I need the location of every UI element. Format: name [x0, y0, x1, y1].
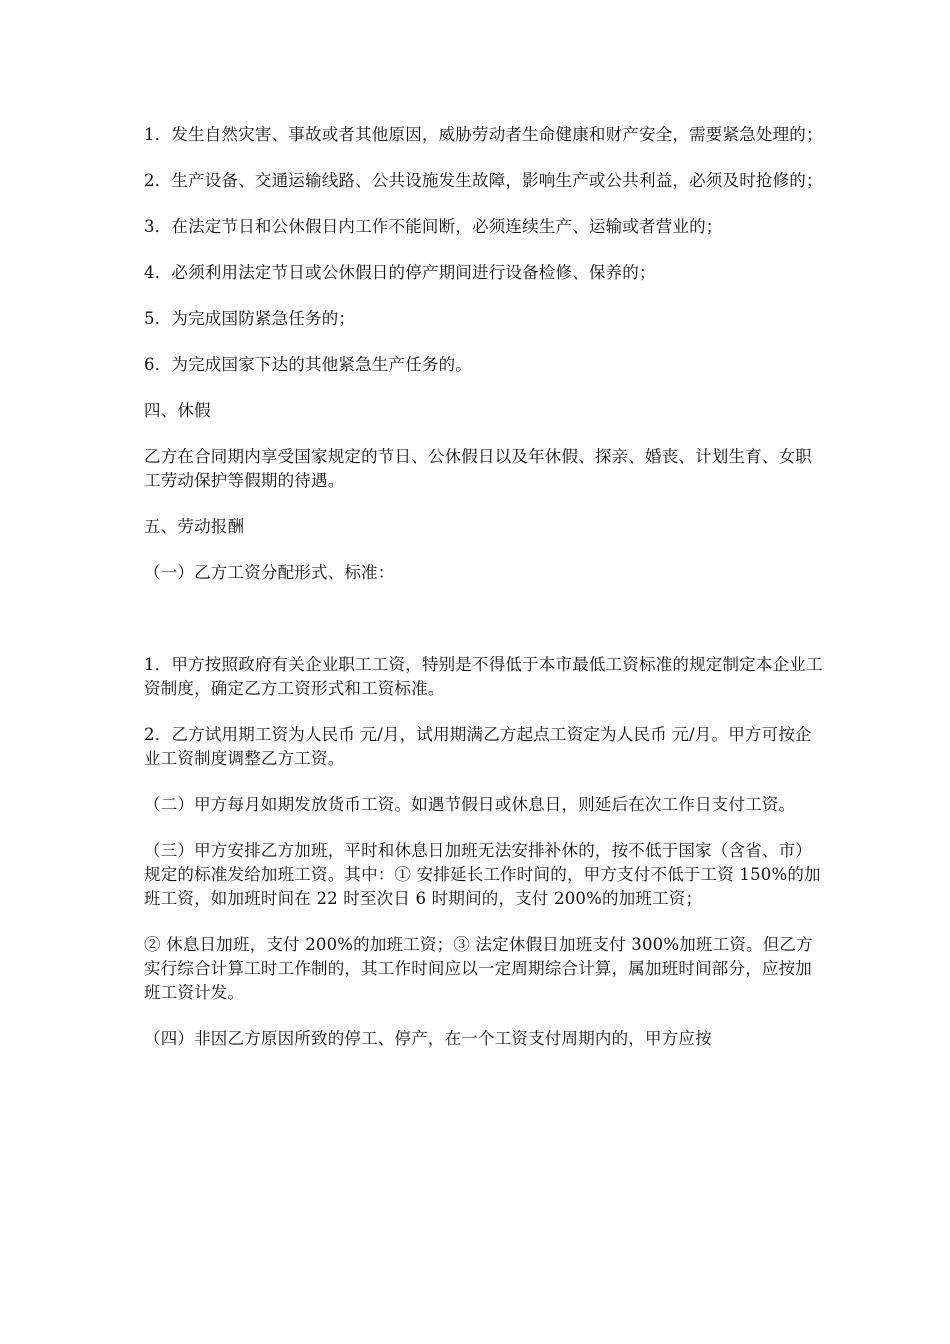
- paragraph-monthly-payment: （二）甲方每月如期发放货币工资。如遇节假日或休息日，则延后在次工作日支付工资。: [144, 795, 796, 814]
- paragraph-overtime-condition-4: 4．必须利用法定节日或公休假日的停产期间进行设备检修、保养的；: [144, 263, 656, 282]
- document-body: [144, 123, 824, 1073]
- paragraph-overtime-condition-3: 3．在法定节日和公休假日内工作不能间断，必须连续生产、运输或者营业的；: [144, 217, 723, 236]
- paragraph-wage-system: 1．甲方按照政府有关企业职工工资，特别是不得低于本市最低工资标准的规定制定本企业工资制度，确定乙方工资形式和工资标准。: [144, 655, 823, 698]
- paragraph-overtime-condition-2: 2．生产设备、交通运输线路、公共设施发生故障，影响生产或公共利益，必须及时抢修的；: [144, 171, 823, 190]
- section-heading-remuneration: 五、劳动报酬: [144, 517, 245, 536]
- paragraph-leave-entitlements: 乙方在合同期内享受国家规定的节日、公休假日以及年休假、探亲、婚丧、计划生育、女职工劳动保护等假期的待遇。: [144, 447, 812, 490]
- paragraph-rest-day-overtime: ② 休息日加班，支付 200%的加班工资；③ 法定休假日加班支付 300%加班工资。但乙方实行综合计算工时工作制的，其工作时间应以一定周期综合计算，属加班时间部分，应按加班工资计发。: [144, 935, 813, 1002]
- paragraph-probation-wage: 2．乙方试用期工资为人民币 元/月，试用期满乙方起点工资定为人民币 元/月。甲方可按企业工资制度调整乙方工资。: [144, 725, 812, 768]
- paragraph-work-stoppage: （四）非因乙方原因所致的停工、停产，在一个工资支付周期内的，甲方应按: [144, 1029, 712, 1048]
- subsection-heading-wage-form: （一）乙方工资分配形式、标准：: [144, 563, 395, 582]
- paragraph-overtime-condition-1: 1．发生自然灾害、事故或者其他原因，威胁劳动者生命健康和财产安全，需要紧急处理的；: [144, 125, 823, 144]
- paragraph-overtime-pay: （三）甲方安排乙方加班，平时和休息日加班无法安排补休的，按不低于国家（含省、市）规定的标准发给加班工资。其中：① 安排延长工作时间的，甲方支付不低于工资 150%的加班工资，如加班时间在 22 时至次日 6 时期间的，支付 200%的加班工资；: [144, 841, 821, 908]
- section-heading-leave: 四、休假: [144, 401, 211, 420]
- paragraph-overtime-condition-6: 6．为完成国家下达的其他紧急生产任务的。: [144, 355, 472, 374]
- paragraph-overtime-condition-5: 5．为完成国防紧急任务的；: [144, 309, 356, 328]
